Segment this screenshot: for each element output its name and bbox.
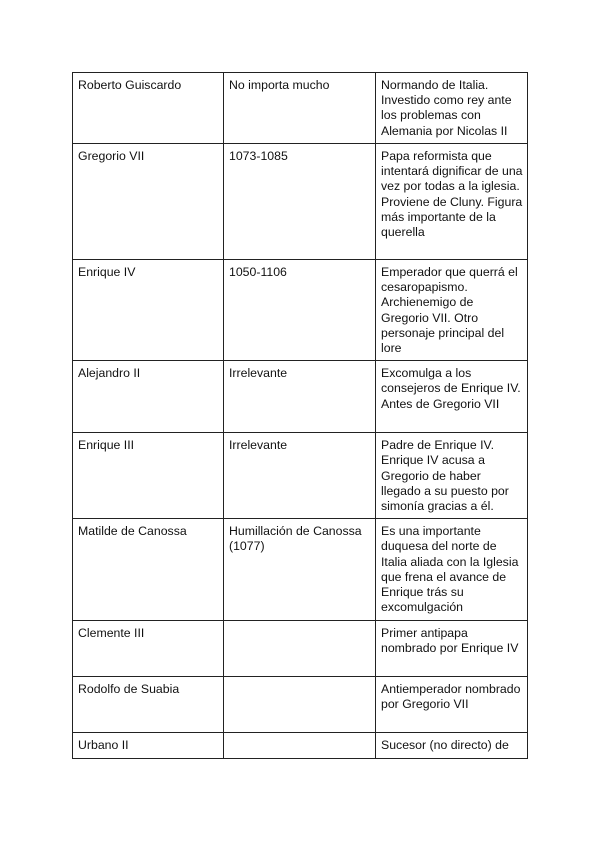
date-cell: Irrelevante (224, 361, 376, 433)
description-cell: Antiemperador nombrado por Gregorio VII (376, 677, 528, 733)
name-cell: Rodolfo de Suabia (73, 677, 224, 733)
description-cell: Primer antipapa nombrado por Enrique IV (376, 621, 528, 677)
date-cell: Humillación de Canossa (1077) (224, 519, 376, 621)
history-table (72, 72, 528, 759)
date-cell (224, 677, 376, 733)
name-cell: Gregorio VII (73, 144, 224, 260)
table-row (73, 361, 528, 433)
table-row (73, 260, 528, 361)
table-row (73, 677, 528, 733)
date-cell (224, 621, 376, 677)
name-cell: Clemente III (73, 621, 224, 677)
description-cell: Sucesor (no directo) de (376, 733, 528, 759)
date-cell: Irrelevante (224, 433, 376, 519)
date-cell (224, 733, 376, 759)
name-cell: Enrique IV (73, 260, 224, 361)
description-cell: Excomulga a los consejeros de Enrique IV. Antes de Gregorio VII (376, 361, 528, 433)
description-cell: Papa reformista que intentará dignificar de una vez por todas a la iglesia. Proviene de Cluny. Figura más importante de la querella (376, 144, 528, 260)
table-row (73, 73, 528, 144)
description-cell: Es una importante duquesa del norte de Italia aliada con la Iglesia que frena el avance de Enrique trás su excomulgación (376, 519, 528, 621)
date-cell: 1073-1085 (224, 144, 376, 260)
table-row (73, 144, 528, 260)
description-cell: Normando de Italia. Investido como rey ante los problemas con Alemania por Nicolas II (376, 73, 528, 144)
description-cell: Emperador que querrá el cesaropapismo. Archienemigo de Gregorio VII. Otro personaje principal del lore (376, 260, 528, 361)
name-cell: Alejandro II (73, 361, 224, 433)
name-cell: Urbano II (73, 733, 224, 759)
name-cell: Enrique III (73, 433, 224, 519)
table-row (73, 519, 528, 621)
table-row (73, 733, 528, 759)
name-cell: Matilde de Canossa (73, 519, 224, 621)
description-cell: Padre de Enrique IV. Enrique IV acusa a Gregorio de haber llegado a su puesto por simonía gracias a él. (376, 433, 528, 519)
date-cell: 1050-1106 (224, 260, 376, 361)
date-cell: No importa mucho (224, 73, 376, 144)
name-cell: Roberto Guiscardo (73, 73, 224, 144)
table-row (73, 433, 528, 519)
table-row (73, 621, 528, 677)
